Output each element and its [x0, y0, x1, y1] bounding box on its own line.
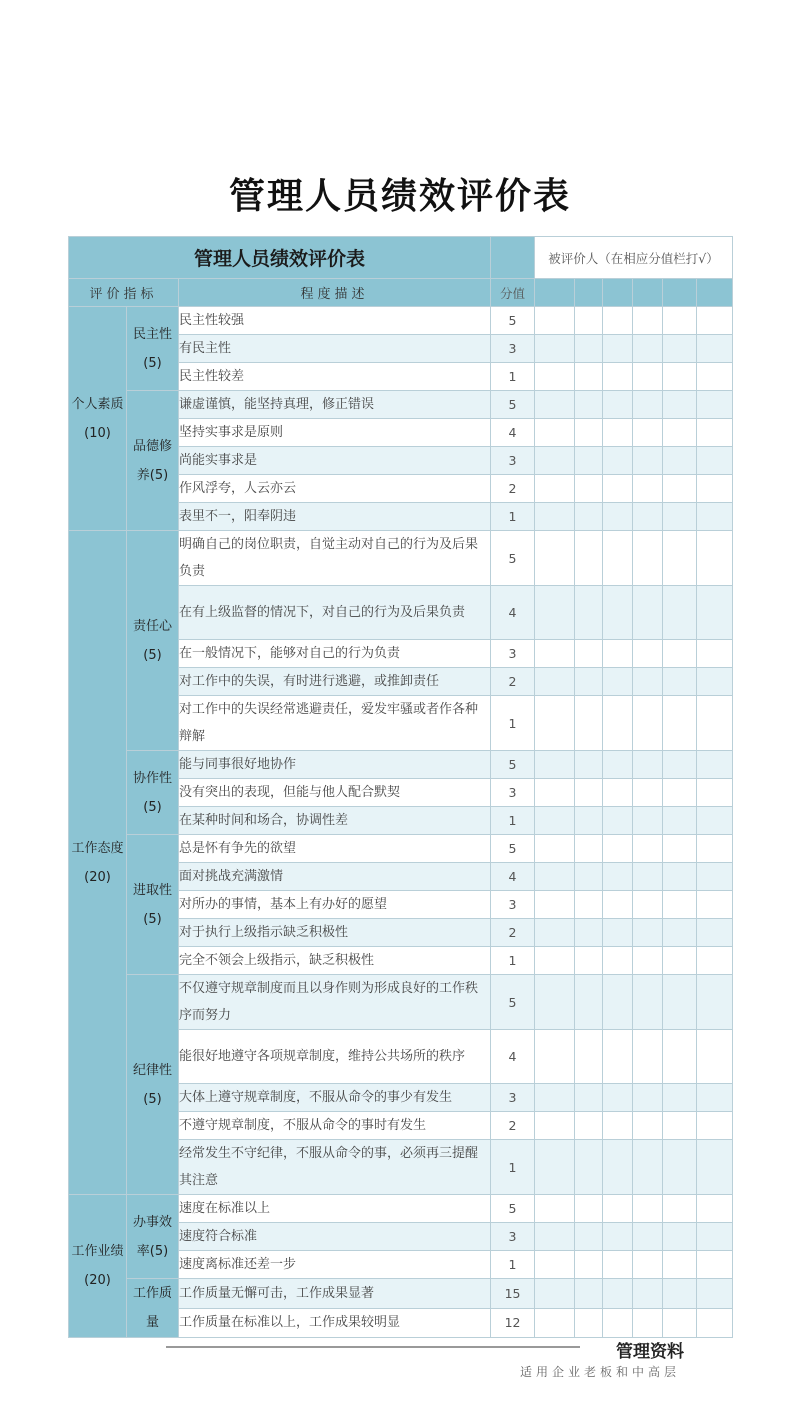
description-cell: 面对挑战充满激情 — [179, 863, 491, 891]
rater-check-cell[interactable] — [603, 891, 633, 919]
rater-check-cell[interactable] — [575, 335, 603, 363]
rater-check-cell[interactable] — [633, 335, 663, 363]
rater-check-cell[interactable] — [575, 835, 603, 863]
rater-check-cell[interactable] — [603, 919, 633, 947]
rater-check-cell[interactable] — [535, 640, 575, 668]
rater-check-cell[interactable] — [535, 1140, 575, 1195]
rater-check-cell[interactable] — [633, 1308, 663, 1338]
description-cell: 表里不一，阳奉阴违 — [179, 503, 491, 531]
rater-check-cell[interactable] — [633, 696, 663, 751]
subcategory-cell: 责任心(5) — [127, 531, 179, 751]
rater-check-cell[interactable] — [633, 1279, 663, 1309]
rater-check-cell[interactable] — [697, 1030, 733, 1084]
rater-check-cell[interactable] — [697, 1308, 733, 1338]
rater-check-cell[interactable] — [663, 1030, 697, 1084]
column-header-description: 程度描述 — [179, 279, 491, 307]
rater-check-cell[interactable] — [633, 640, 663, 668]
rater-check-cell[interactable] — [535, 419, 575, 447]
rater-check-cell[interactable] — [663, 503, 697, 531]
rater-check-cell[interactable] — [633, 779, 663, 807]
rater-check-cell[interactable] — [633, 919, 663, 947]
table-row — [69, 307, 733, 335]
rater-check-cell[interactable] — [535, 335, 575, 363]
rater-check-cell[interactable] — [535, 586, 575, 640]
rater-check-cell[interactable] — [535, 779, 575, 807]
rater-column-header — [575, 279, 603, 307]
description-cell: 在有上级监督的情况下，对自己的行为及后果负责 — [179, 586, 491, 640]
score-cell: 3 — [491, 447, 535, 475]
rater-check-cell[interactable] — [663, 586, 697, 640]
subcategory-cell: 工作质量 — [127, 1279, 179, 1338]
rater-check-cell[interactable] — [663, 1223, 697, 1251]
rater-check-cell[interactable] — [603, 1308, 633, 1338]
rater-check-cell[interactable] — [535, 863, 575, 891]
rater-check-cell[interactable] — [575, 447, 603, 475]
rater-check-cell[interactable] — [575, 1223, 603, 1251]
score-cell: 3 — [491, 891, 535, 919]
rater-check-cell[interactable] — [697, 363, 733, 391]
rater-check-cell[interactable] — [603, 696, 633, 751]
rater-check-cell[interactable] — [663, 531, 697, 586]
score-cell: 1 — [491, 503, 535, 531]
rater-check-cell[interactable] — [603, 1140, 633, 1195]
rater-check-cell[interactable] — [535, 503, 575, 531]
category-cell: 工作业绩(20) — [69, 1195, 127, 1338]
rater-check-cell[interactable] — [663, 1112, 697, 1140]
rater-check-cell[interactable] — [535, 1195, 575, 1223]
table-row — [69, 1279, 733, 1309]
score-cell: 1 — [491, 363, 535, 391]
rater-check-cell[interactable] — [603, 1251, 633, 1279]
rater-check-cell[interactable] — [663, 1308, 697, 1338]
rater-check-cell[interactable] — [633, 751, 663, 779]
score-cell: 4 — [491, 863, 535, 891]
page-title: 管理人员绩效评价表 — [228, 176, 571, 217]
description-cell: 尚能实事求是 — [179, 447, 491, 475]
table-row — [69, 835, 733, 863]
rater-check-cell[interactable] — [603, 640, 633, 668]
rater-check-cell[interactable] — [697, 975, 733, 1030]
rater-check-cell[interactable] — [535, 947, 575, 975]
rater-check-cell[interactable] — [697, 503, 733, 531]
rater-check-cell[interactable] — [575, 1251, 603, 1279]
rater-check-cell[interactable] — [575, 696, 603, 751]
rater-check-cell[interactable] — [697, 419, 733, 447]
rater-check-cell[interactable] — [535, 751, 575, 779]
rater-check-cell[interactable] — [697, 307, 733, 335]
rater-check-cell[interactable] — [575, 1112, 603, 1140]
rater-check-cell[interactable] — [535, 1308, 575, 1338]
description-cell: 不仅遵守规章制度而且以身作则为形成良好的工作秩序而努力 — [179, 975, 491, 1030]
rater-check-cell[interactable] — [663, 835, 697, 863]
rater-check-cell[interactable] — [535, 696, 575, 751]
rater-check-cell[interactable] — [535, 1030, 575, 1084]
rater-check-cell[interactable] — [663, 779, 697, 807]
rater-check-cell[interactable] — [697, 1140, 733, 1195]
rater-check-cell[interactable] — [633, 586, 663, 640]
rater-check-cell[interactable] — [535, 891, 575, 919]
rater-check-cell[interactable] — [575, 363, 603, 391]
score-cell: 3 — [491, 1223, 535, 1251]
description-cell: 民主性较差 — [179, 363, 491, 391]
rater-check-cell[interactable] — [535, 475, 575, 503]
rater-check-cell[interactable] — [697, 696, 733, 751]
score-cell: 3 — [491, 335, 535, 363]
rater-check-cell[interactable] — [697, 640, 733, 668]
description-cell: 工作质量无懈可击，工作成果显著 — [179, 1279, 491, 1309]
rater-check-cell[interactable] — [633, 835, 663, 863]
rater-check-cell[interactable] — [697, 1223, 733, 1251]
subcategory-cell: 协作性(5) — [127, 751, 179, 835]
score-cell: 3 — [491, 640, 535, 668]
score-cell: 5 — [491, 835, 535, 863]
rater-check-cell[interactable] — [663, 640, 697, 668]
rater-check-cell[interactable] — [697, 447, 733, 475]
table-row — [69, 975, 733, 1030]
description-cell: 民主性较强 — [179, 307, 491, 335]
footer-tagline: 适用企业老板和中高层 — [520, 1365, 681, 1379]
rater-check-cell[interactable] — [575, 419, 603, 447]
rater-check-cell[interactable] — [603, 531, 633, 586]
subcategory-cell: 民主性(5) — [127, 307, 179, 391]
rater-check-cell[interactable] — [663, 1140, 697, 1195]
rater-check-cell[interactable] — [697, 863, 733, 891]
score-cell: 4 — [491, 1030, 535, 1084]
score-cell: 3 — [491, 1084, 535, 1112]
rater-check-cell[interactable] — [697, 1251, 733, 1279]
rater-check-cell[interactable] — [575, 919, 603, 947]
rater-check-cell[interactable] — [603, 419, 633, 447]
rater-check-cell[interactable] — [697, 475, 733, 503]
description-cell: 工作质量在标准以上，工作成果较明显 — [179, 1308, 491, 1338]
rater-check-cell[interactable] — [535, 307, 575, 335]
table-row — [69, 391, 733, 419]
description-cell: 对所办的事情，基本上有办好的愿望 — [179, 891, 491, 919]
footer-divider — [166, 1346, 580, 1348]
score-cell: 5 — [491, 751, 535, 779]
rater-check-cell[interactable] — [603, 807, 633, 835]
rater-check-cell[interactable] — [663, 807, 697, 835]
score-cell: 2 — [491, 475, 535, 503]
rater-check-cell[interactable] — [697, 891, 733, 919]
rater-check-cell[interactable] — [535, 1251, 575, 1279]
rater-check-cell[interactable] — [603, 1030, 633, 1084]
rater-check-cell[interactable] — [663, 751, 697, 779]
rater-check-cell[interactable] — [633, 891, 663, 919]
description-cell: 总是怀有争先的欲望 — [179, 835, 491, 863]
rater-check-cell[interactable] — [575, 503, 603, 531]
score-cell: 2 — [491, 668, 535, 696]
rater-check-cell[interactable] — [697, 1112, 733, 1140]
rater-check-cell[interactable] — [633, 1140, 663, 1195]
footer-brand: 管理资料 — [616, 1342, 684, 1362]
rater-check-cell[interactable] — [633, 1223, 663, 1251]
rater-check-cell[interactable] — [633, 1112, 663, 1140]
rater-check-cell[interactable] — [697, 391, 733, 419]
rater-check-cell[interactable] — [603, 863, 633, 891]
rater-check-cell[interactable] — [633, 807, 663, 835]
rater-check-cell[interactable] — [633, 363, 663, 391]
rater-check-cell[interactable] — [603, 586, 633, 640]
description-cell: 有民主性 — [179, 335, 491, 363]
rater-check-cell[interactable] — [603, 1223, 633, 1251]
rater-check-cell[interactable] — [603, 779, 633, 807]
rater-check-cell[interactable] — [633, 447, 663, 475]
rater-check-cell[interactable] — [633, 1030, 663, 1084]
description-cell: 在某种时间和场合，协调性差 — [179, 807, 491, 835]
rater-check-cell[interactable] — [535, 1112, 575, 1140]
category-cell: 个人素质(10) — [69, 307, 127, 531]
rater-check-cell[interactable] — [603, 1279, 633, 1309]
description-cell: 对工作中的失误经常逃避责任，爱发牢骚或者作各种辩解 — [179, 696, 491, 751]
rater-check-cell[interactable] — [633, 947, 663, 975]
rater-check-cell[interactable] — [603, 363, 633, 391]
rater-check-cell[interactable] — [603, 447, 633, 475]
rater-check-cell[interactable] — [575, 975, 603, 1030]
rater-check-cell[interactable] — [603, 1112, 633, 1140]
rater-check-cell[interactable] — [663, 391, 697, 419]
rater-check-cell[interactable] — [663, 668, 697, 696]
rater-check-cell[interactable] — [697, 1084, 733, 1112]
rater-column-header — [633, 279, 663, 307]
rater-check-cell[interactable] — [575, 1084, 603, 1112]
description-cell: 对工作中的失误，有时进行逃避，或推卸责任 — [179, 668, 491, 696]
rater-check-cell[interactable] — [575, 863, 603, 891]
rater-check-cell[interactable] — [575, 475, 603, 503]
score-cell: 5 — [491, 531, 535, 586]
category-cell: 工作态度(20) — [69, 531, 127, 1195]
rater-check-cell[interactable] — [603, 947, 633, 975]
rater-check-cell[interactable] — [603, 391, 633, 419]
rater-check-cell[interactable] — [535, 391, 575, 419]
rater-check-cell[interactable] — [633, 475, 663, 503]
subcategory-cell: 纪律性(5) — [127, 975, 179, 1195]
description-cell: 速度离标准还差一步 — [179, 1251, 491, 1279]
rater-check-cell[interactable] — [633, 419, 663, 447]
rater-check-cell[interactable] — [633, 1195, 663, 1223]
description-cell: 在一般情况下，能够对自己的行为负责 — [179, 640, 491, 668]
description-cell: 谦虚谨慎，能坚持真理，修正错误 — [179, 391, 491, 419]
rater-check-cell[interactable] — [633, 975, 663, 1030]
rater-column-header — [603, 279, 633, 307]
score-cell: 4 — [491, 586, 535, 640]
description-cell: 大体上遵守规章制度，不服从命令的事少有发生 — [179, 1084, 491, 1112]
rater-check-cell[interactable] — [575, 891, 603, 919]
rater-check-cell[interactable] — [535, 1084, 575, 1112]
description-cell: 作风浮夸，人云亦云 — [179, 475, 491, 503]
evaluation-table — [68, 236, 733, 1338]
rater-check-cell[interactable] — [697, 586, 733, 640]
rater-header: 被评价人（在相应分值栏打√） — [535, 237, 733, 279]
description-cell: 坚持实事求是原则 — [179, 419, 491, 447]
rater-check-cell[interactable] — [575, 1030, 603, 1084]
rater-check-cell[interactable] — [575, 1195, 603, 1223]
description-cell: 能很好地遵守各项规章制度，维持公共场所的秩序 — [179, 1030, 491, 1084]
column-header-indicator: 评价指标 — [69, 279, 179, 307]
rater-check-cell[interactable] — [575, 307, 603, 335]
rater-check-cell[interactable] — [663, 1195, 697, 1223]
description-cell: 对于执行上级指示缺乏积极性 — [179, 919, 491, 947]
rater-check-cell[interactable] — [535, 919, 575, 947]
rater-check-cell[interactable] — [535, 807, 575, 835]
rater-check-cell[interactable] — [633, 307, 663, 335]
rater-check-cell[interactable] — [697, 1279, 733, 1309]
rater-check-cell[interactable] — [603, 751, 633, 779]
table-row — [69, 531, 733, 586]
rater-check-cell[interactable] — [575, 1308, 603, 1338]
rater-check-cell[interactable] — [633, 503, 663, 531]
rater-check-cell[interactable] — [663, 335, 697, 363]
rater-check-cell[interactable] — [603, 1084, 633, 1112]
score-cell: 5 — [491, 975, 535, 1030]
rater-check-cell[interactable] — [663, 307, 697, 335]
rater-check-cell[interactable] — [603, 503, 633, 531]
description-cell: 经常发生不守纪律，不服从命令的事，必须再三提醒其注意 — [179, 1140, 491, 1195]
description-cell: 速度在标准以上 — [179, 1195, 491, 1223]
rater-check-cell[interactable] — [575, 779, 603, 807]
rater-check-cell[interactable] — [663, 863, 697, 891]
rater-check-cell[interactable] — [575, 1279, 603, 1309]
rater-check-cell[interactable] — [697, 779, 733, 807]
rater-check-cell[interactable] — [633, 531, 663, 586]
rater-check-cell[interactable] — [535, 363, 575, 391]
rater-check-cell[interactable] — [603, 668, 633, 696]
description-cell: 完全不领会上级指示，缺乏积极性 — [179, 947, 491, 975]
rater-column-header — [535, 279, 575, 307]
rater-check-cell[interactable] — [535, 1223, 575, 1251]
score-cell: 1 — [491, 1251, 535, 1279]
rater-check-cell[interactable] — [603, 975, 633, 1030]
score-cell: 5 — [491, 1195, 535, 1223]
score-cell: 2 — [491, 919, 535, 947]
rater-check-cell[interactable] — [575, 586, 603, 640]
rater-check-cell[interactable] — [697, 668, 733, 696]
rater-check-cell[interactable] — [697, 335, 733, 363]
rater-check-cell[interactable] — [535, 531, 575, 586]
rater-check-cell[interactable] — [535, 1279, 575, 1309]
rater-check-cell[interactable] — [663, 475, 697, 503]
rater-check-cell[interactable] — [633, 1251, 663, 1279]
rater-check-cell[interactable] — [697, 807, 733, 835]
rater-check-cell[interactable] — [603, 835, 633, 863]
table-row — [69, 751, 733, 779]
evaluation-sheet — [68, 236, 732, 1338]
rater-check-cell[interactable] — [663, 975, 697, 1030]
rater-check-cell[interactable] — [575, 391, 603, 419]
rater-check-cell[interactable] — [633, 1084, 663, 1112]
rater-check-cell[interactable] — [663, 1084, 697, 1112]
rater-check-cell[interactable] — [697, 947, 733, 975]
rater-check-cell[interactable] — [697, 531, 733, 586]
rater-check-cell[interactable] — [697, 1195, 733, 1223]
rater-check-cell[interactable] — [535, 447, 575, 475]
rater-check-cell[interactable] — [697, 751, 733, 779]
rater-check-cell[interactable] — [663, 419, 697, 447]
score-cell: 1 — [491, 807, 535, 835]
rater-check-cell[interactable] — [575, 751, 603, 779]
rater-check-cell[interactable] — [603, 307, 633, 335]
rater-check-cell[interactable] — [575, 947, 603, 975]
rater-check-cell[interactable] — [697, 835, 733, 863]
rater-check-cell[interactable] — [535, 975, 575, 1030]
column-header-score: 分值 — [491, 279, 535, 307]
subcategory-cell: 进取性(5) — [127, 835, 179, 975]
score-cell: 3 — [491, 779, 535, 807]
description-cell: 没有突出的表现，但能与他人配合默契 — [179, 779, 491, 807]
rater-check-cell[interactable] — [603, 335, 633, 363]
score-cell: 2 — [491, 1112, 535, 1140]
score-cell: 1 — [491, 1140, 535, 1195]
rater-check-cell[interactable] — [663, 363, 697, 391]
rater-check-cell[interactable] — [575, 531, 603, 586]
table-row — [69, 1195, 733, 1223]
rater-check-cell[interactable] — [663, 919, 697, 947]
rater-check-cell[interactable] — [575, 1140, 603, 1195]
score-cell: 4 — [491, 419, 535, 447]
rater-column-header — [697, 279, 733, 307]
subcategory-cell: 品德修养(5) — [127, 391, 179, 531]
description-cell: 速度符合标准 — [179, 1223, 491, 1251]
rater-check-cell[interactable] — [663, 1251, 697, 1279]
rater-check-cell[interactable] — [575, 807, 603, 835]
rater-check-cell[interactable] — [575, 640, 603, 668]
rater-check-cell[interactable] — [575, 668, 603, 696]
rater-check-cell[interactable] — [535, 668, 575, 696]
rater-check-cell[interactable] — [633, 668, 663, 696]
rater-check-cell[interactable] — [663, 891, 697, 919]
header-blank-cell — [491, 237, 535, 279]
rater-check-cell[interactable] — [633, 391, 663, 419]
table-title: 管理人员绩效评价表 — [69, 237, 491, 279]
score-cell: 1 — [491, 947, 535, 975]
rater-check-cell[interactable] — [535, 835, 575, 863]
rater-check-cell[interactable] — [603, 475, 633, 503]
rater-check-cell[interactable] — [663, 696, 697, 751]
subcategory-cell: 办事效率(5) — [127, 1195, 179, 1279]
rater-check-cell[interactable] — [663, 947, 697, 975]
description-cell: 不遵守规章制度，不服从命令的事时有发生 — [179, 1112, 491, 1140]
score-cell: 12 — [491, 1308, 535, 1338]
score-cell: 1 — [491, 696, 535, 751]
rater-column-header — [663, 279, 697, 307]
rater-check-cell[interactable] — [663, 447, 697, 475]
score-cell: 15 — [491, 1279, 535, 1309]
rater-check-cell[interactable] — [603, 1195, 633, 1223]
score-cell: 5 — [491, 391, 535, 419]
rater-check-cell[interactable] — [663, 1279, 697, 1309]
description-cell: 明确自己的岗位职责，自觉主动对自己的行为及后果负责 — [179, 531, 491, 586]
score-cell: 5 — [491, 307, 535, 335]
rater-check-cell[interactable] — [697, 919, 733, 947]
description-cell: 能与同事很好地协作 — [179, 751, 491, 779]
rater-check-cell[interactable] — [633, 863, 663, 891]
evaluation-rows — [69, 307, 733, 1338]
